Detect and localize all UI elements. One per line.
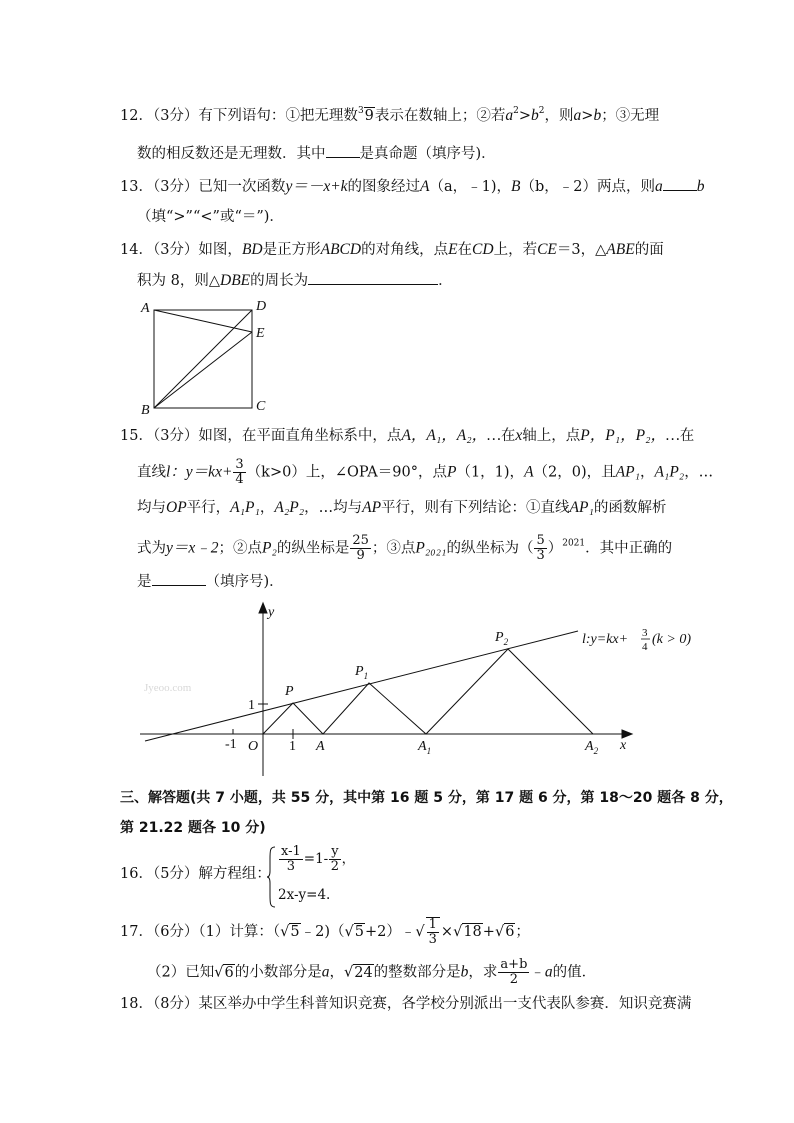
y-axis-label: y <box>268 605 275 620</box>
answer-blank[interactable] <box>663 176 697 191</box>
brace-icon <box>266 845 276 909</box>
fraction: $\frac{3}{4}$ <box>235 457 244 487</box>
point-a2-label: $A_2$ <box>585 739 599 756</box>
line-label-numerator: 3 <box>642 627 648 639</box>
section3-heading-line2: 第 21.22 题各 10 分) <box>120 820 266 836</box>
segment-ae <box>154 310 252 332</box>
label-b: B <box>141 403 150 418</box>
section3-heading-line1: 三、解答题(共 7 小题，共 55 分，其中第 16 题 5 分，第 17 题 6 分，第 18～20 题各 8 分， <box>120 790 733 806</box>
x-tick-label-neg1: -1 <box>225 737 237 752</box>
q16-number: 16．（5分）解方程组： <box>120 866 271 882</box>
q12-line2: 数的相反数还是无理数．其中 是真命题（填序号)． <box>137 143 496 164</box>
origin-label: O <box>248 739 259 754</box>
q16-line <box>120 864 271 884</box>
q13-number: 13．（3分）已知一次函数 <box>120 179 286 195</box>
diagonal-bd <box>154 310 252 408</box>
q14-number: 14．（3分）如图， <box>120 242 242 258</box>
label-d: D <box>256 299 267 314</box>
answer-blank[interactable] <box>152 571 206 586</box>
q17-number: 17．（6分）（1）计算：（ <box>120 924 281 940</box>
q15-line2: 直线l：y＝kx+ $\frac{3}{4}$ （k>0）上，∠OPA＝90°，点P（1，1)，A（2，0)，且AP₁，A₁P₂，… <box>137 457 714 487</box>
point-p-label: P <box>285 684 294 699</box>
fraction: $\frac{25}{9}$ <box>352 533 369 563</box>
q15-number: 15．（3分）如图，在平面直角坐标系中，点 <box>120 428 402 444</box>
point-a-label: A <box>316 739 325 754</box>
line-label-denominator: 4 <box>642 641 648 653</box>
q15-line1: 15．（3分）如图，在平面直角坐标系中，点A，A₁，A₂，…在x轴上，点P，P₁，P₂，…在 <box>120 427 695 444</box>
point-p1-label: $P_1$ <box>355 664 369 681</box>
q17-line1: 17．（6分）（1）计算：（√5﹣2)（√5+2）﹣√ $\frac{1}{3}$ ×√18+√6； <box>120 917 530 947</box>
point-a1-label: $A_1$ <box>418 739 432 756</box>
square-figure <box>138 298 278 418</box>
q14-line1: 14．（3分）如图，BD是正方形ABCD的对角线，点E在CD上，若CE＝3，△ABE的面 <box>120 241 664 258</box>
equation-1: $\frac{x-1}{3}$ =1- $\frac{y}{2}$ ， <box>281 844 356 874</box>
q15-line3: 均与OP平行，A₁P₁，A₂P₂，…均与AP平行，则有下列结论：①直线AP₁的函数解析 <box>137 499 667 516</box>
equation-system <box>266 845 366 909</box>
fraction: $\frac{5}{3}$ <box>536 533 545 563</box>
y-tick-label: 1 <box>248 698 255 713</box>
x-tick-label-1: 1 <box>289 739 296 754</box>
q14-line2: 积为 8，则△DBE的周长为 ． <box>137 272 453 289</box>
q15-line5: 是 （填序号)． <box>137 571 284 592</box>
segment-be <box>154 332 252 408</box>
x-axis-arrow <box>622 730 632 738</box>
y-axis-arrow <box>259 603 267 613</box>
label-a: A <box>141 301 150 316</box>
q18-line1: 18．（8分）某区举办中学生科普知识竞赛，各学校分别派出一支代表队参赛．知识竞赛满 <box>120 996 692 1012</box>
q12-number: 12．（3分）有下列语句： <box>120 108 286 124</box>
q12-line1: 12．（3分）有下列语句：①把无理数$^3$9表示在数轴上；②若$a^2>b^2$，则a>b；③无理 <box>120 106 660 124</box>
q13-line1: 13．（3分）已知一次函数y＝－x+k的图象经过A（a，﹣1)，B（b，﹣2）两点，则a b <box>120 178 705 195</box>
answer-blank[interactable] <box>326 143 360 158</box>
label-e: E <box>256 326 265 341</box>
line-label-condition: (k > 0) <box>652 632 691 647</box>
q17-line2: （2）已知√6的小数部分是a，√24的整数部分是b，求 $\frac{a+b}{2}$ ﹣a的值． <box>147 957 597 987</box>
point-p2-label: $P_2$ <box>495 630 509 647</box>
x-axis-label: x <box>620 738 627 753</box>
line-label: l:y=kx+ <box>582 632 629 647</box>
coordinate-graph <box>130 598 700 778</box>
equation-2: 2x-y=4. <box>278 887 331 903</box>
answer-blank[interactable] <box>308 270 438 285</box>
q13-line2: （填“>”“<”或“＝”)． <box>137 209 284 225</box>
q15-line4: 式为y＝x﹣2；②点P₂的纵坐标是 $\frac{25}{9}$ ；③点P₂₀₂₁的纵坐标为（ $\frac{5}{3}$ ）$^{2021}$．其中正确的 <box>137 533 673 563</box>
label-c: C <box>256 399 266 414</box>
cube-root: 9 <box>364 108 374 124</box>
line-l <box>145 631 578 741</box>
watermark: Jyeoo.com <box>144 682 192 694</box>
zigzag-segments <box>263 649 593 734</box>
